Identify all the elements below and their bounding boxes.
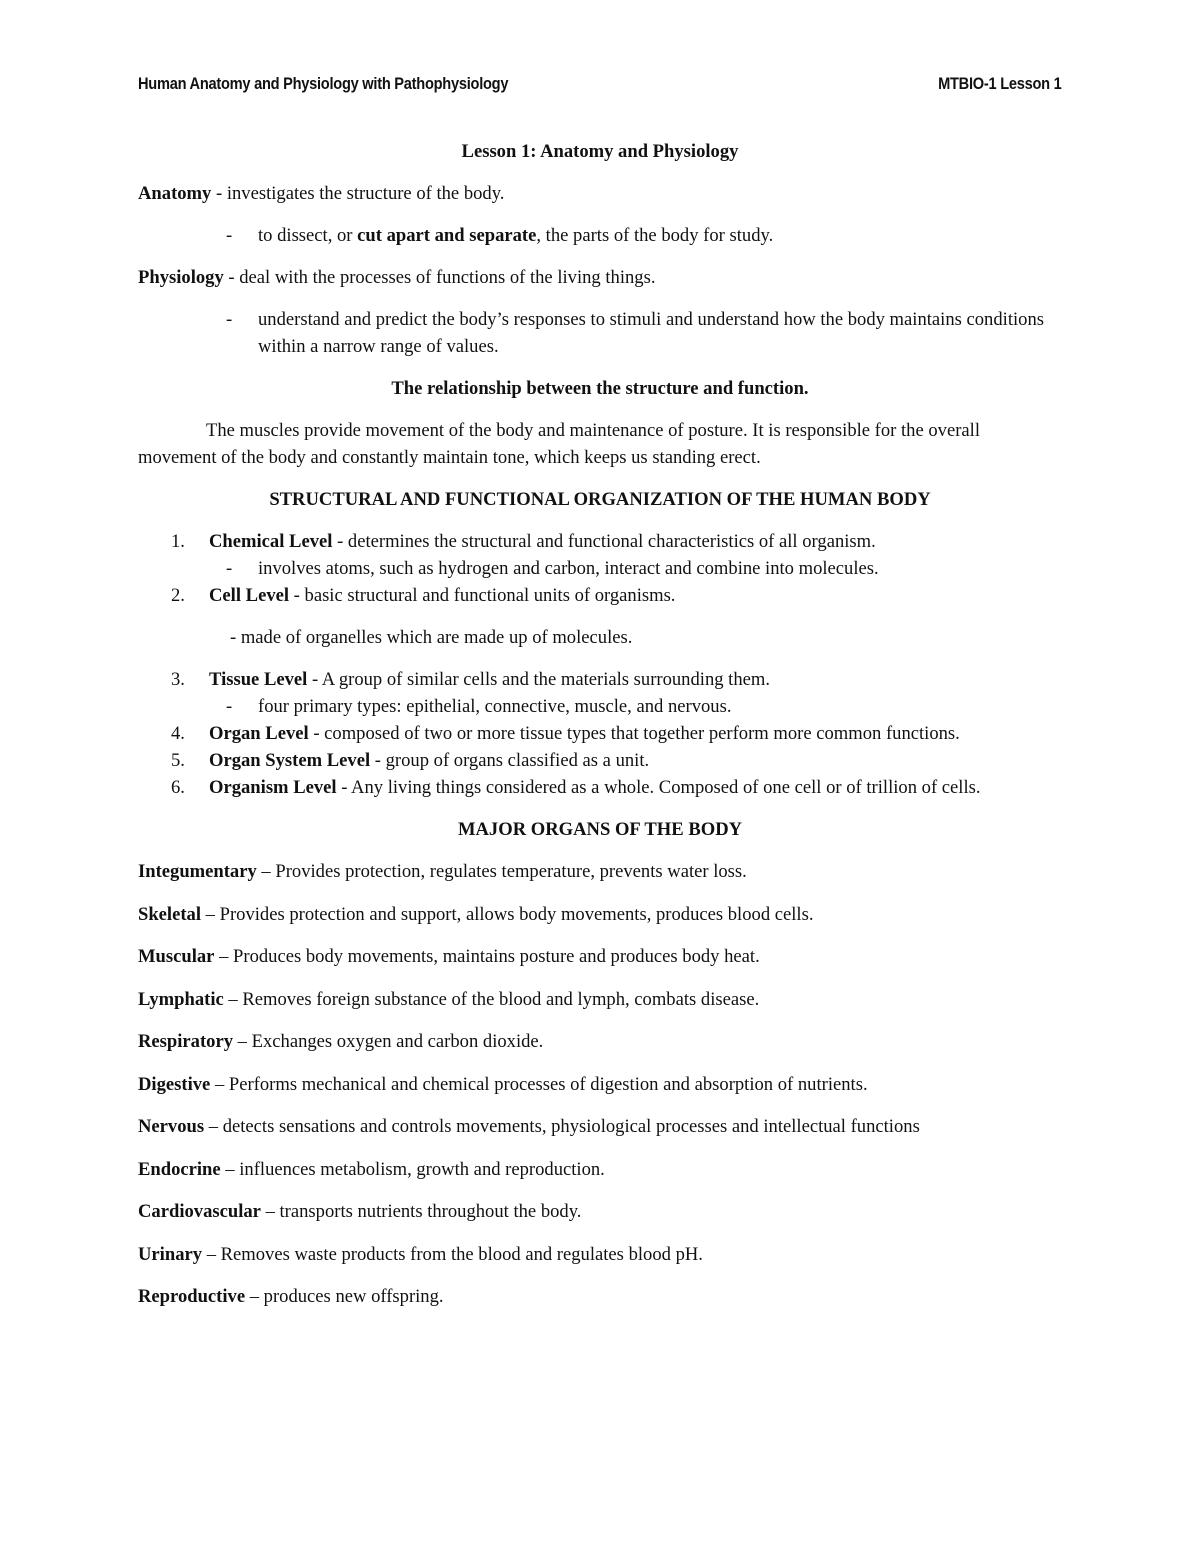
lesson-title: Lesson 1: Anatomy and Physiology: [461, 141, 739, 162]
organ-item: [138, 901, 1062, 928]
organ-name: Lymphatic: [138, 988, 224, 1010]
organ-desc: – Exchanges oxygen and carbon dioxide.: [233, 1031, 544, 1052]
organs-heading: MAJOR ORGANS OF THE BODY: [457, 819, 743, 840]
level-term: Organ Level: [209, 723, 309, 744]
level-term: Cell Level: [209, 585, 290, 606]
organ-item: [138, 1198, 1062, 1225]
organ-item: [138, 858, 1062, 885]
course-title: Human Anatomy and Physiology with Pathophysiology: [138, 74, 509, 93]
organ-name: Reproductive: [138, 1286, 246, 1307]
anatomy-desc: - investigates the structure of the body.: [211, 183, 505, 204]
relationship-text: The muscles provide movement of the body and maintenance of posture. It is responsible for the overall movement of the body and constantly maintain tone, which keeps us standing erect.: [138, 420, 981, 468]
organ-desc: – detects sensations and controls movements, physiological processes and intellectual functions: [204, 1116, 920, 1137]
organ-desc: – Removes foreign substance of the blood and lymph, combats disease.: [223, 988, 760, 1010]
organ-desc: – Provides protection and support, allows body movements, produces blood cells.: [201, 903, 814, 925]
level-sub-text: involves atoms, such as hydrogen and carbon, interact and combine into molecules.: [258, 558, 879, 579]
list-subitem: [138, 693, 1062, 720]
level-desc: - group of organs classified as a unit.: [370, 750, 650, 771]
organ-desc: – Performs mechanical and chemical processes of digestion and absorption of nutrients.: [210, 1073, 868, 1095]
dash-marker: -: [226, 309, 233, 330]
list-number: 1.: [171, 531, 185, 552]
list-item: [138, 582, 1062, 609]
level-sub-text: - made of organelles which are made up of molecules.: [230, 627, 633, 648]
organ-name: Respiratory: [138, 1031, 234, 1052]
organ-item: [138, 986, 1062, 1013]
list-number: 4.: [171, 723, 185, 744]
level-desc: - A group of similar cells and the materials surrounding them.: [307, 669, 771, 690]
level-term: Organ System Level: [209, 750, 371, 771]
list-number: 3.: [171, 669, 185, 690]
level-desc: - composed of two or more tissue types that together perform more common functions.: [308, 723, 960, 744]
list-item: [138, 528, 1062, 555]
organ-name: Endocrine: [138, 1158, 221, 1180]
level-term: Organism Level: [209, 777, 337, 798]
physiology-bullet-text: understand and predict the body’s responses to stimuli and understand how the body maintains conditions within a narrow range of values.: [258, 309, 1044, 357]
list-number: 5.: [171, 750, 185, 771]
anatomy-bullet-pre: to dissect, or: [258, 225, 358, 246]
organ-name: Muscular: [138, 946, 215, 967]
organ-item: [138, 1283, 1062, 1310]
list-item: [138, 774, 1062, 801]
organ-name: Cardiovascular: [138, 1201, 261, 1222]
list-number: 6.: [171, 777, 185, 798]
organ-item: [138, 1241, 1062, 1268]
organ-desc: – Provides protection, regulates temperature, prevents water loss.: [256, 861, 747, 882]
relationship-heading: The relationship between the structure and function.: [391, 378, 809, 399]
list-item: [138, 720, 1062, 747]
organ-name: Integumentary: [138, 861, 257, 882]
dash-marker: -: [226, 696, 233, 717]
organization-levels-list: [138, 528, 1062, 801]
level-term: Tissue Level: [209, 669, 308, 690]
list-subitem: [138, 624, 1062, 651]
level-desc: - basic structural and functional units of organisms.: [289, 585, 676, 606]
organ-desc: – transports nutrients throughout the body.: [260, 1201, 582, 1222]
level-desc: - Any living things considered as a whole. Composed of one cell or of trillion of cells.: [336, 777, 981, 798]
level-sub-text: four primary types: epithelial, connective, muscle, and nervous.: [258, 696, 732, 717]
organ-item: [138, 1071, 1062, 1098]
dash-marker: -: [226, 558, 233, 579]
organ-item: [138, 943, 1062, 970]
anatomy-bullet-bold: cut apart and separate: [357, 225, 537, 246]
list-subitem: [138, 555, 1062, 582]
organ-desc: – influences metabolism, growth and reproduction.: [220, 1158, 605, 1180]
organ-name: Skeletal: [138, 903, 202, 925]
dash-marker: -: [226, 225, 233, 246]
organ-item: [138, 1113, 1062, 1140]
physiology-bullet: [138, 306, 1062, 360]
document-body: [138, 138, 1062, 1326]
organ-desc: – produces new offspring.: [245, 1286, 444, 1307]
anatomy-bullet-post: , the parts of the body for study.: [536, 225, 774, 246]
list-number: 2.: [171, 585, 185, 606]
organ-item: [138, 1028, 1062, 1055]
anatomy-bullet: [138, 222, 1062, 249]
organ-name: Nervous: [138, 1116, 205, 1137]
physiology-definition: [138, 264, 1062, 291]
organ-name: Digestive: [138, 1073, 211, 1095]
list-item: [138, 666, 1062, 693]
page-header: [138, 74, 1062, 102]
organs-list: [138, 858, 1062, 1310]
anatomy-definition: [138, 180, 1062, 207]
organ-desc: – Removes waste products from the blood and regulates blood pH.: [202, 1243, 703, 1265]
list-item: [138, 747, 1062, 774]
organ-item: [138, 1156, 1062, 1183]
organization-heading: STRUCTURAL AND FUNCTIONAL ORGANIZATION OF THE HUMAN BODY: [269, 489, 931, 510]
physiology-term: Physiology: [138, 267, 224, 288]
physiology-desc: - deal with the processes of functions of the living things.: [223, 267, 656, 288]
level-desc: - determines the structural and functional characteristics of all organism.: [332, 531, 876, 552]
organ-name: Urinary: [138, 1243, 203, 1265]
organ-desc: – Produces body movements, maintains posture and produces body heat.: [214, 946, 760, 967]
level-term: Chemical Level: [209, 531, 333, 552]
course-code: MTBIO-1 Lesson 1: [938, 74, 1062, 93]
anatomy-term: Anatomy: [138, 183, 212, 204]
